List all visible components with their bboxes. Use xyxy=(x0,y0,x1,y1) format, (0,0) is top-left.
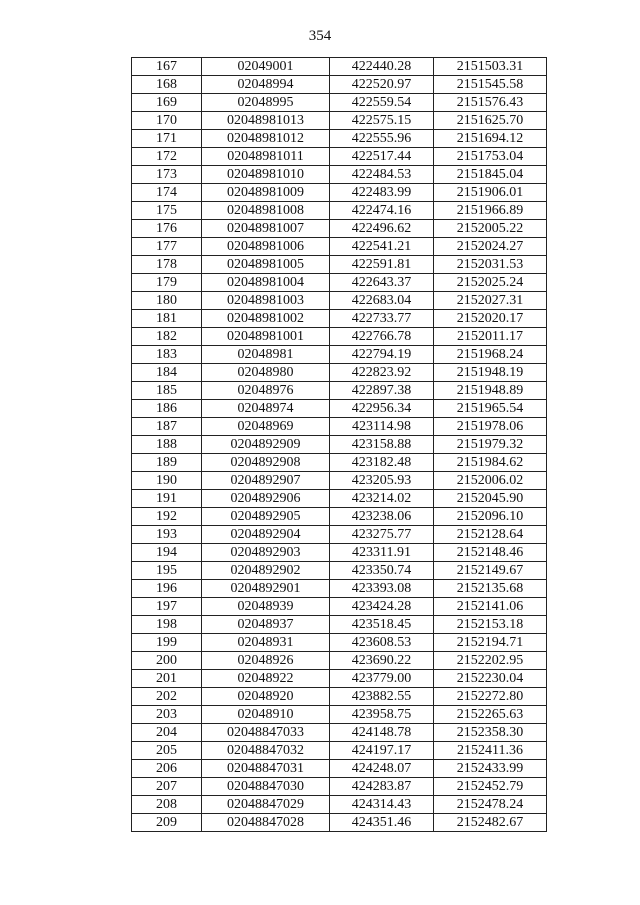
row-number-cell: 199 xyxy=(132,634,202,652)
x-coordinate-cell: 423350.74 xyxy=(330,562,434,580)
y-coordinate-cell: 2152148.46 xyxy=(434,544,547,562)
table-row xyxy=(132,580,547,598)
y-coordinate-cell: 2151966.89 xyxy=(434,202,547,220)
x-coordinate-cell: 423779.00 xyxy=(330,670,434,688)
table-row xyxy=(132,544,547,562)
y-coordinate-cell: 2152265.63 xyxy=(434,706,547,724)
table-row xyxy=(132,670,547,688)
point-code-cell: 02048981007 xyxy=(202,220,330,238)
row-number-cell: 184 xyxy=(132,364,202,382)
x-coordinate-cell: 422766.78 xyxy=(330,328,434,346)
y-coordinate-cell: 2152020.17 xyxy=(434,310,547,328)
row-number-cell: 172 xyxy=(132,148,202,166)
point-code-cell: 02049001 xyxy=(202,58,330,76)
point-code-cell: 02048981005 xyxy=(202,256,330,274)
row-number-cell: 195 xyxy=(132,562,202,580)
table-row xyxy=(132,454,547,472)
table-row xyxy=(132,346,547,364)
y-coordinate-cell: 2152358.30 xyxy=(434,724,547,742)
x-coordinate-cell: 422683.04 xyxy=(330,292,434,310)
table-row xyxy=(132,310,547,328)
y-coordinate-cell: 2152096.10 xyxy=(434,508,547,526)
y-coordinate-cell: 2151948.89 xyxy=(434,382,547,400)
table-row xyxy=(132,166,547,184)
x-coordinate-cell: 422496.62 xyxy=(330,220,434,238)
point-code-cell: 02048847029 xyxy=(202,796,330,814)
x-coordinate-cell: 423158.88 xyxy=(330,436,434,454)
x-coordinate-cell: 422517.44 xyxy=(330,148,434,166)
table-row xyxy=(132,598,547,616)
row-number-cell: 170 xyxy=(132,112,202,130)
table-row xyxy=(132,202,547,220)
point-code-cell: 02048926 xyxy=(202,652,330,670)
x-coordinate-cell: 423311.91 xyxy=(330,544,434,562)
y-coordinate-cell: 2151625.70 xyxy=(434,112,547,130)
point-code-cell: 02048981012 xyxy=(202,130,330,148)
table-row xyxy=(132,616,547,634)
table-row xyxy=(132,94,547,112)
table-row xyxy=(132,562,547,580)
table-row xyxy=(132,724,547,742)
table-row xyxy=(132,76,547,94)
x-coordinate-cell: 422559.54 xyxy=(330,94,434,112)
y-coordinate-cell: 2152128.64 xyxy=(434,526,547,544)
x-coordinate-cell: 422555.96 xyxy=(330,130,434,148)
x-coordinate-cell: 424148.78 xyxy=(330,724,434,742)
table-row xyxy=(132,382,547,400)
row-number-cell: 182 xyxy=(132,328,202,346)
point-code-cell: 02048937 xyxy=(202,616,330,634)
row-number-cell: 190 xyxy=(132,472,202,490)
table-row xyxy=(132,796,547,814)
point-code-cell: 02048981013 xyxy=(202,112,330,130)
coordinates-table xyxy=(131,57,547,832)
x-coordinate-cell: 423275.77 xyxy=(330,526,434,544)
y-coordinate-cell: 2152478.24 xyxy=(434,796,547,814)
point-code-cell: 02048981002 xyxy=(202,310,330,328)
x-coordinate-cell: 423205.93 xyxy=(330,472,434,490)
table-row xyxy=(132,508,547,526)
x-coordinate-cell: 422897.38 xyxy=(330,382,434,400)
table-row xyxy=(132,184,547,202)
point-code-cell: 0204892908 xyxy=(202,454,330,472)
y-coordinate-cell: 2151965.54 xyxy=(434,400,547,418)
x-coordinate-cell: 422483.99 xyxy=(330,184,434,202)
row-number-cell: 209 xyxy=(132,814,202,832)
point-code-cell: 02048922 xyxy=(202,670,330,688)
y-coordinate-cell: 2152452.79 xyxy=(434,778,547,796)
x-coordinate-cell: 422794.19 xyxy=(330,346,434,364)
point-code-cell: 0204892909 xyxy=(202,436,330,454)
row-number-cell: 207 xyxy=(132,778,202,796)
row-number-cell: 193 xyxy=(132,526,202,544)
table-row xyxy=(132,742,547,760)
row-number-cell: 183 xyxy=(132,346,202,364)
x-coordinate-cell: 423958.75 xyxy=(330,706,434,724)
table-row xyxy=(132,130,547,148)
table-row xyxy=(132,652,547,670)
point-code-cell: 0204892902 xyxy=(202,562,330,580)
x-coordinate-cell: 422733.77 xyxy=(330,310,434,328)
x-coordinate-cell: 424248.07 xyxy=(330,760,434,778)
point-code-cell: 02048847032 xyxy=(202,742,330,760)
point-code-cell: 02048939 xyxy=(202,598,330,616)
point-code-cell: 02048980 xyxy=(202,364,330,382)
table-row xyxy=(132,472,547,490)
table-row xyxy=(132,706,547,724)
x-coordinate-cell: 422474.16 xyxy=(330,202,434,220)
point-code-cell: 02048981 xyxy=(202,346,330,364)
point-code-cell: 02048931 xyxy=(202,634,330,652)
point-code-cell: 02048981006 xyxy=(202,238,330,256)
x-coordinate-cell: 423238.06 xyxy=(330,508,434,526)
point-code-cell: 02048981001 xyxy=(202,328,330,346)
x-coordinate-cell: 423182.48 xyxy=(330,454,434,472)
row-number-cell: 178 xyxy=(132,256,202,274)
row-number-cell: 174 xyxy=(132,184,202,202)
point-code-cell: 02048847033 xyxy=(202,724,330,742)
row-number-cell: 187 xyxy=(132,418,202,436)
row-number-cell: 167 xyxy=(132,58,202,76)
point-code-cell: 02048847030 xyxy=(202,778,330,796)
table-row xyxy=(132,418,547,436)
x-coordinate-cell: 422440.28 xyxy=(330,58,434,76)
y-coordinate-cell: 2152149.67 xyxy=(434,562,547,580)
x-coordinate-cell: 422643.37 xyxy=(330,274,434,292)
x-coordinate-cell: 422823.92 xyxy=(330,364,434,382)
point-code-cell: 02048981011 xyxy=(202,148,330,166)
table-row xyxy=(132,148,547,166)
y-coordinate-cell: 2152202.95 xyxy=(434,652,547,670)
row-number-cell: 192 xyxy=(132,508,202,526)
row-number-cell: 188 xyxy=(132,436,202,454)
x-coordinate-cell: 423114.98 xyxy=(330,418,434,436)
x-coordinate-cell: 423393.08 xyxy=(330,580,434,598)
row-number-cell: 191 xyxy=(132,490,202,508)
y-coordinate-cell: 2151978.06 xyxy=(434,418,547,436)
table-row xyxy=(132,760,547,778)
point-code-cell: 02048981009 xyxy=(202,184,330,202)
table-row xyxy=(132,688,547,706)
table-row xyxy=(132,328,547,346)
point-code-cell: 02048976 xyxy=(202,382,330,400)
row-number-cell: 181 xyxy=(132,310,202,328)
y-coordinate-cell: 2152194.71 xyxy=(434,634,547,652)
y-coordinate-cell: 2152482.67 xyxy=(434,814,547,832)
y-coordinate-cell: 2152135.68 xyxy=(434,580,547,598)
point-code-cell: 02048974 xyxy=(202,400,330,418)
row-number-cell: 173 xyxy=(132,166,202,184)
y-coordinate-cell: 2151694.12 xyxy=(434,130,547,148)
row-number-cell: 180 xyxy=(132,292,202,310)
y-coordinate-cell: 2152153.18 xyxy=(434,616,547,634)
table-row xyxy=(132,814,547,832)
point-code-cell: 02048847028 xyxy=(202,814,330,832)
point-code-cell: 02048969 xyxy=(202,418,330,436)
y-coordinate-cell: 2152141.06 xyxy=(434,598,547,616)
y-coordinate-cell: 2152006.02 xyxy=(434,472,547,490)
y-coordinate-cell: 2151948.19 xyxy=(434,364,547,382)
point-code-cell: 02048920 xyxy=(202,688,330,706)
row-number-cell: 176 xyxy=(132,220,202,238)
table-row xyxy=(132,112,547,130)
row-number-cell: 168 xyxy=(132,76,202,94)
row-number-cell: 194 xyxy=(132,544,202,562)
point-code-cell: 02048981004 xyxy=(202,274,330,292)
y-coordinate-cell: 2152025.24 xyxy=(434,274,547,292)
row-number-cell: 189 xyxy=(132,454,202,472)
row-number-cell: 177 xyxy=(132,238,202,256)
point-code-cell: 02048981010 xyxy=(202,166,330,184)
row-number-cell: 206 xyxy=(132,760,202,778)
table-row xyxy=(132,238,547,256)
point-code-cell: 0204892907 xyxy=(202,472,330,490)
table-row xyxy=(132,292,547,310)
row-number-cell: 175 xyxy=(132,202,202,220)
x-coordinate-cell: 422591.81 xyxy=(330,256,434,274)
row-number-cell: 205 xyxy=(132,742,202,760)
table-row xyxy=(132,220,547,238)
x-coordinate-cell: 424283.87 xyxy=(330,778,434,796)
point-code-cell: 02048981003 xyxy=(202,292,330,310)
y-coordinate-cell: 2151984.62 xyxy=(434,454,547,472)
y-coordinate-cell: 2151503.31 xyxy=(434,58,547,76)
row-number-cell: 200 xyxy=(132,652,202,670)
y-coordinate-cell: 2152005.22 xyxy=(434,220,547,238)
table-row xyxy=(132,400,547,418)
row-number-cell: 203 xyxy=(132,706,202,724)
x-coordinate-cell: 423882.55 xyxy=(330,688,434,706)
row-number-cell: 208 xyxy=(132,796,202,814)
table-body xyxy=(132,58,547,832)
y-coordinate-cell: 2151753.04 xyxy=(434,148,547,166)
table-row xyxy=(132,526,547,544)
y-coordinate-cell: 2152031.53 xyxy=(434,256,547,274)
y-coordinate-cell: 2152011.17 xyxy=(434,328,547,346)
y-coordinate-cell: 2152045.90 xyxy=(434,490,547,508)
x-coordinate-cell: 422484.53 xyxy=(330,166,434,184)
page-number: 354 xyxy=(308,28,332,44)
y-coordinate-cell: 2152411.36 xyxy=(434,742,547,760)
x-coordinate-cell: 423424.28 xyxy=(330,598,434,616)
point-code-cell: 0204892904 xyxy=(202,526,330,544)
x-coordinate-cell: 422575.15 xyxy=(330,112,434,130)
row-number-cell: 201 xyxy=(132,670,202,688)
table-row xyxy=(132,634,547,652)
y-coordinate-cell: 2152433.99 xyxy=(434,760,547,778)
point-code-cell: 0204892905 xyxy=(202,508,330,526)
point-code-cell: 02048995 xyxy=(202,94,330,112)
point-code-cell: 02048994 xyxy=(202,76,330,94)
y-coordinate-cell: 2151845.04 xyxy=(434,166,547,184)
x-coordinate-cell: 424351.46 xyxy=(330,814,434,832)
row-number-cell: 171 xyxy=(132,130,202,148)
point-code-cell: 0204892903 xyxy=(202,544,330,562)
table-row xyxy=(132,256,547,274)
x-coordinate-cell: 423608.53 xyxy=(330,634,434,652)
y-coordinate-cell: 2151906.01 xyxy=(434,184,547,202)
x-coordinate-cell: 423518.45 xyxy=(330,616,434,634)
y-coordinate-cell: 2152272.80 xyxy=(434,688,547,706)
point-code-cell: 02048847031 xyxy=(202,760,330,778)
point-code-cell: 02048910 xyxy=(202,706,330,724)
y-coordinate-cell: 2152230.04 xyxy=(434,670,547,688)
x-coordinate-cell: 422520.97 xyxy=(330,76,434,94)
row-number-cell: 185 xyxy=(132,382,202,400)
point-code-cell: 0204892906 xyxy=(202,490,330,508)
row-number-cell: 204 xyxy=(132,724,202,742)
x-coordinate-cell: 424197.17 xyxy=(330,742,434,760)
x-coordinate-cell: 424314.43 xyxy=(330,796,434,814)
x-coordinate-cell: 423214.02 xyxy=(330,490,434,508)
y-coordinate-cell: 2151968.24 xyxy=(434,346,547,364)
y-coordinate-cell: 2151576.43 xyxy=(434,94,547,112)
y-coordinate-cell: 2152024.27 xyxy=(434,238,547,256)
y-coordinate-cell: 2151545.58 xyxy=(434,76,547,94)
row-number-cell: 179 xyxy=(132,274,202,292)
table-row xyxy=(132,436,547,454)
table-row xyxy=(132,274,547,292)
row-number-cell: 186 xyxy=(132,400,202,418)
x-coordinate-cell: 423690.22 xyxy=(330,652,434,670)
table-row xyxy=(132,58,547,76)
x-coordinate-cell: 422956.34 xyxy=(330,400,434,418)
y-coordinate-cell: 2152027.31 xyxy=(434,292,547,310)
x-coordinate-cell: 422541.21 xyxy=(330,238,434,256)
y-coordinate-cell: 2151979.32 xyxy=(434,436,547,454)
table-row xyxy=(132,490,547,508)
table-row xyxy=(132,364,547,382)
row-number-cell: 196 xyxy=(132,580,202,598)
point-code-cell: 02048981008 xyxy=(202,202,330,220)
table-row xyxy=(132,778,547,796)
row-number-cell: 202 xyxy=(132,688,202,706)
point-code-cell: 0204892901 xyxy=(202,580,330,598)
row-number-cell: 197 xyxy=(132,598,202,616)
row-number-cell: 169 xyxy=(132,94,202,112)
row-number-cell: 198 xyxy=(132,616,202,634)
